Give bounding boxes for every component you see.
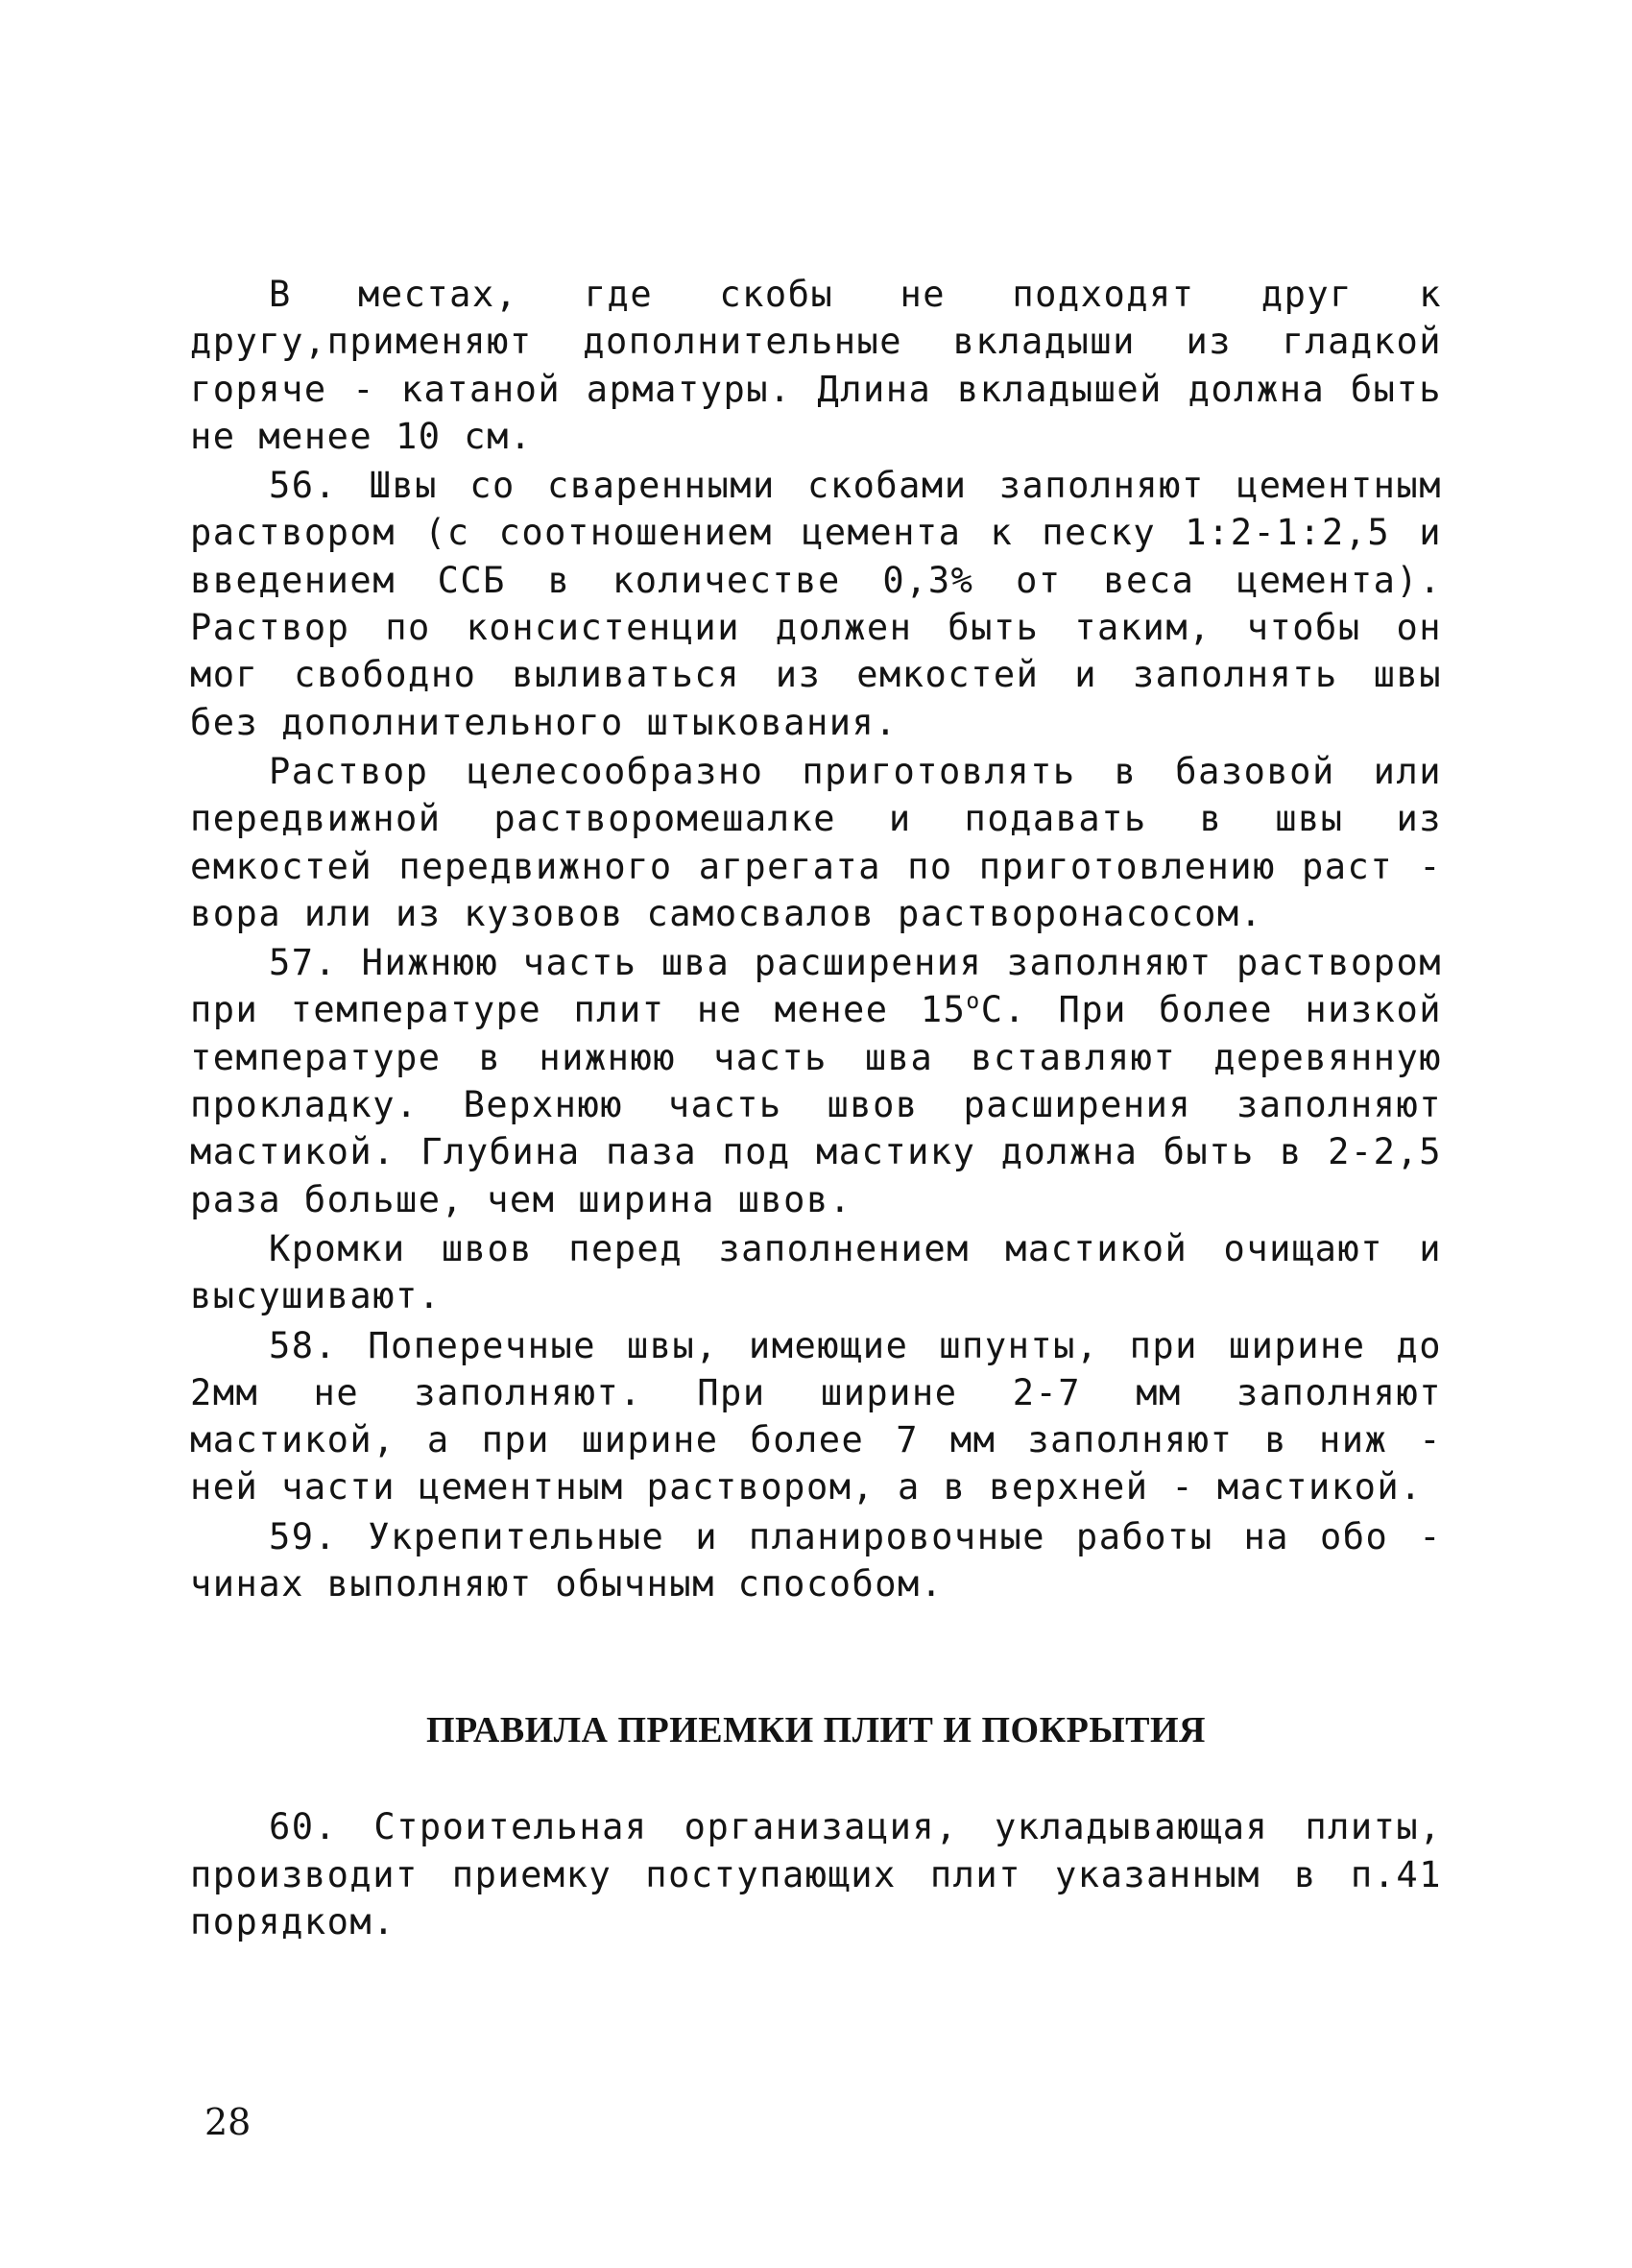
paragraph-58: 58. Поперечные швы, имеющие шпунты, при ширине до 2мм не заполняют. При ширине 2-7 мм заполняют мастикой, а при ширине более 7 мм заполняют в ниж - ней части цементным раствором, а в верхней - мастикой. (190, 1324, 1442, 1508)
paragraph-scraps-inserts: В местах, где скобы не подходят друг к другу,применяют дополнительные вкладыши из гладкой горяче - катаной арматуры. Длина вкладышей должна быть не менее 10 см. (190, 274, 1442, 457)
paragraph-mortar-preparation: Раствор целесообразно приготовлять в базовой или передвижной растворомешалке и подавать в швы из емкостей передвижного агрегата по приготовлению раст - вора или из кузовов самосвалов растворонасосом. (190, 750, 1442, 934)
degree-sign: о (966, 989, 981, 1015)
paragraph-57 (190, 939, 1442, 1223)
paragraph-57-part2: С. При более низкой температуре в нижнюю часть шва вставляют деревянную прокладку. Верхнюю часть швов расширения заполняют мастикой. Глубина паза под мастику должна быть в 2-2,5 раза больше, чем ширина швов. (190, 989, 1443, 1220)
paragraph-56: 56. Швы со сваренными скобами заполняют цементным раствором (с соотношением цемента к песку 1:2-1:2,5 и введением ССБ в количестве 0,3% от веса цемента). Раствор по консистенции должен быть таким, чтобы он мог свободно выливаться из емкостей и заполнять швы без дополнительного штыкования. (190, 465, 1442, 743)
paragraph-60: 60. Строительная организация, укладывающая плиты, производит приемку поступающих плит указанным в п.41 порядком. (190, 1806, 1442, 1942)
section-heading: ПРАВИЛА ПРИЕМКИ ПЛИТ И ПОКРЫТИЯ (425, 1710, 1207, 1751)
paragraph-59: 59. Укрепительные и планировочные работы на обо - чинах выполняют обычным способом. (190, 1515, 1442, 1605)
paragraph-edge-cleaning: Кромки швов перед заполнением мастикой очищают и высушивают. (190, 1227, 1442, 1317)
page-body (190, 271, 1442, 1947)
paragraph-57-part1: 57. Нижнюю часть шва расширения заполняют раствором при температуре плит не менее 15 (190, 942, 1442, 1031)
page-number: 28 (204, 2101, 252, 2143)
